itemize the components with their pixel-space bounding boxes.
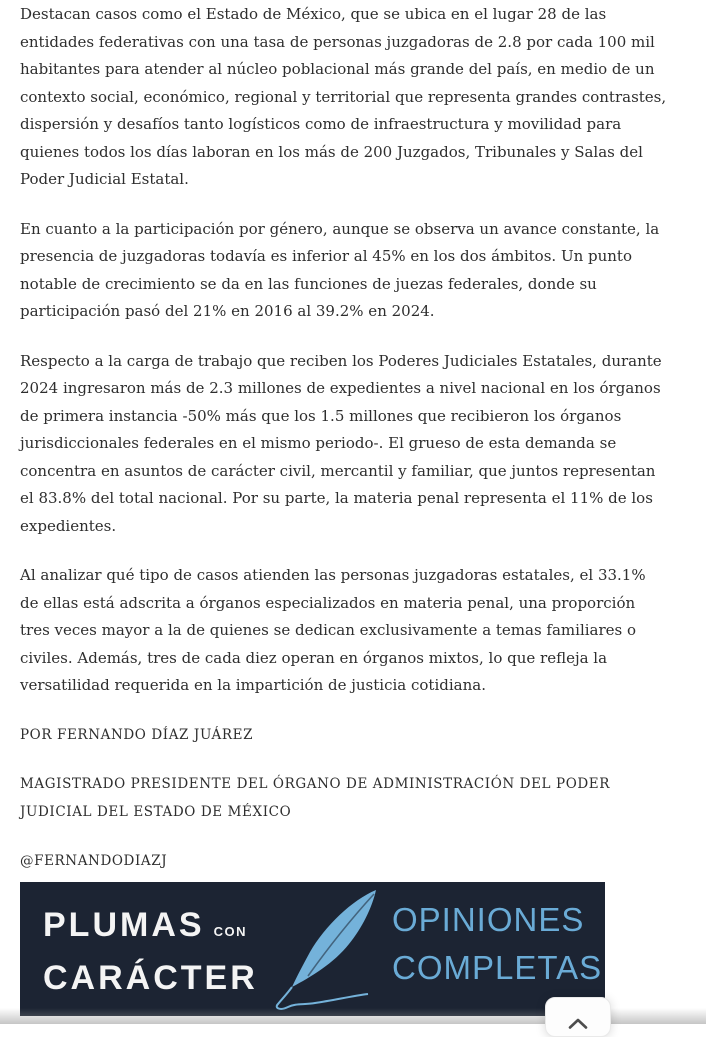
- banner-right-text: [392, 896, 602, 992]
- article-paragraph: En cuanto a la participación por género, aunque se observa un avance constante, la presencia de juzgadoras todavía es inferior al 45% en los dos ámbitos. Un punto notable de crecimiento se da en las funciones de juezas federales, donde su participación pasó del 21% en 2016 al 39.2% en 2024.: [20, 219, 660, 320]
- banner-word-caracter: CARÁCTER: [43, 958, 258, 997]
- author-handle: @FERNANDODIAZJ: [20, 853, 168, 869]
- plumas-con-caracter-banner[interactable]: [20, 882, 605, 1016]
- banner-word-plumas: PLUMAS: [43, 905, 205, 944]
- article-paragraph: Al analizar qué tipo de casos atienden las personas juzgadoras estatales, el 33.1% de ellas está adscrita a órganos especializados en materia penal, una proporción tres veces mayor a la de quienes se dedican exclusivamente a temas familiares o civiles. Además, tres de cada diez operan en órganos mixtos, lo que refleja la versatilidad requerida en la impartición de justicia cotidiana.: [20, 566, 646, 694]
- article-paragraph: Destacan casos como el Estado de México, que se ubica en el lugar 28 de las entidades federativas con una tasa de personas juzgadoras de 2.8 por cada 100 mil habitantes para atender al núcleo poblacional más grande del país, en medio de un contexto social, económico, regional y territorial que representa grandes contrastes, dispersión y desafíos tanto logísticos como de infraestructura y movilidad para quienes todos los días laboran en los más de 200 Juzgados, Tribunales y Salas del Poder Judicial Estatal.: [20, 5, 667, 188]
- quill-feather-icon: [270, 886, 395, 1016]
- banner-left-text: [43, 902, 258, 1008]
- banner-word-completas: COMPLETAS: [392, 948, 603, 986]
- author-byline: POR FERNANDO DÍAZ JUÁREZ: [20, 726, 254, 743]
- article-paragraph: Respecto a la carga de trabajo que reciben los Poderes Judiciales Estatales, durante 2024 ingresaron más de 2.3 millones de expedientes a nivel nacional en los órganos de primera instancia -50% más que los 1.5 millones que recibieron los órganos jurisdiccionales federales en el mismo periodo-. El grueso de esta demanda se concentra en asuntos de carácter civil, mercantil y familiar, que juntos representan el 83.8% del total nacional. Por su parte, la materia penal representa el 11% de los expedientes.: [20, 351, 662, 535]
- banner-word-opiniones: OPINIONES: [392, 900, 585, 938]
- banner-word-con: CON: [213, 923, 247, 939]
- author-title: MAGISTRADO PRESIDENTE DEL ÓRGANO DE ADMINISTRACIÓN DEL PODER JUDICIAL DEL ESTADO DE MÉXICO: [20, 776, 611, 820]
- chevron-up-icon: [568, 1018, 588, 1029]
- scroll-to-top-button[interactable]: [545, 997, 611, 1037]
